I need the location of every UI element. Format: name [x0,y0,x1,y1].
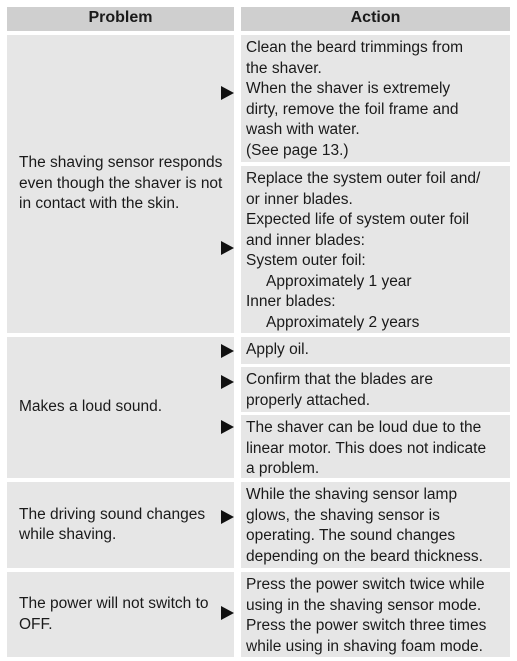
arrow-icon [221,375,234,389]
action-line: When the shaver is extremely [246,80,451,97]
action-line: Inner blades: [246,293,336,310]
action-line: depending on the beard thickness. [246,547,483,565]
problem-text: The power will not switch to OFF. [19,595,209,633]
arrow-icon [221,344,234,358]
action-line: wash with water. [246,121,360,138]
action-line: a problem. [246,460,320,477]
action-line: Clean the beard trimmings from [246,39,464,56]
arrow-icon [221,420,234,434]
action-line: the shaver. [246,59,322,77]
action-line: Approximately 2 years [266,313,420,331]
action-line: using in the shaving sensor mode. [246,596,482,614]
action-line: System outer foil: [246,252,366,269]
action-line: operating. The sound changes [246,527,456,544]
action-line: Press the power switch three times [246,617,487,634]
action-line: Confirm that the blades are [246,371,433,388]
action-line: glows, the shaving sensor is [246,506,440,524]
problem-text: Makes a loud sound. [19,398,163,416]
action-line: Expected life of system outer foil [246,211,470,228]
action-line: and inner blades: [246,231,365,249]
action-cell [241,367,510,412]
action-cell [241,166,510,333]
action-cell [241,572,510,657]
problem-cell [7,35,234,333]
header-action [241,7,510,31]
header-problem-label: Problem [88,9,153,26]
problem-text: The driving sound changes while shaving. [19,505,206,543]
action-line: Approximately 1 year [266,272,412,290]
action-line: or inner blades. [246,190,353,208]
action-line: While the shaving sensor lamp [246,486,458,503]
arrow-icon [221,606,234,620]
problem-text: The shaving sensor responds even though the shaver is not in contact with the skin. [19,154,223,213]
problem-cell [7,572,234,657]
arrow-icon [221,86,234,100]
action-line: Apply oil. [246,341,309,358]
action-cell [241,415,510,478]
action-line: (See page 13.) [246,141,349,159]
action-line: Replace the system outer foil and/ [246,170,481,187]
header-action-label: Action [350,9,401,26]
problem-cell [7,482,234,568]
action-cell [241,482,510,568]
action-line: linear motor. This does not indicate [246,439,487,457]
problem-cell [7,337,234,478]
arrow-icon [221,241,234,255]
action-line: Press the power switch twice while [246,576,485,593]
action-cell [241,35,510,162]
action-line: while using in shaving foam mode. [246,637,483,655]
action-line: dirty, remove the foil frame and [246,100,459,118]
action-line: properly attached. [246,391,371,409]
header-problem [7,7,234,31]
arrow-icon [221,510,234,524]
action-cell [241,337,510,364]
action-line: The shaver can be loud due to the [246,419,482,436]
